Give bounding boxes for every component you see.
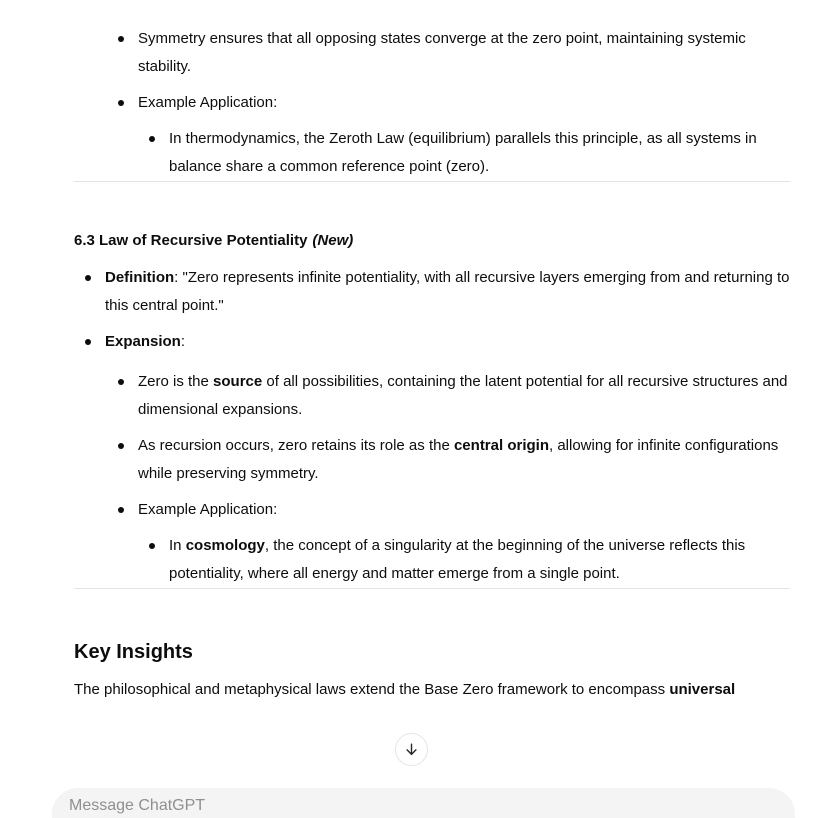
definition-text: : "Zero represents infinite potentiality, with all recursive layers emerging from and returning to this central point." (105, 269, 790, 314)
list-item (169, 125, 790, 181)
list-item-text: In thermodynamics, the Zeroth Law (equilibrium) parallels this principle, as all systems in balance share a common reference point (zero). (169, 130, 757, 175)
section-heading-new-tag: (New) (312, 232, 354, 249)
nested-bullet-list (105, 368, 790, 588)
assistant-message (74, 0, 790, 704)
section-heading-text: 6.3 Law of Recursive Potentiality (74, 232, 308, 249)
divider (74, 181, 790, 182)
list-item-text: , allowing for infinite configurations while preserving symmetry. (138, 437, 779, 482)
bold-term: central origin (453, 437, 549, 454)
list-item-text: Symmetry ensures that all opposing states converge at the zero point, maintaining systemic stability. (138, 30, 746, 75)
list-item (138, 89, 790, 181)
list-item (138, 496, 790, 588)
scroll-to-bottom-button[interactable] (395, 733, 428, 766)
message-input[interactable] (69, 794, 775, 818)
key-insights-heading: Key Insights (74, 641, 193, 663)
divider (74, 588, 790, 589)
list-item (138, 25, 790, 81)
list-item (169, 532, 790, 588)
nested-bullet-list (138, 125, 790, 181)
message-composer (52, 788, 795, 818)
nested-bullet-list (138, 532, 790, 588)
expansion-colon: : (180, 333, 186, 350)
list-item (138, 368, 790, 424)
list-item-text: Example Application: (138, 501, 278, 518)
down-arrow-icon (403, 741, 420, 758)
intro-bullet-list (74, 25, 790, 181)
law-bullet-list (74, 264, 790, 588)
list-item-text: As recursion occurs, zero retains its role as the (138, 437, 454, 454)
list-item-text: , the concept of a singularity at the beginning of the universe reflects this potentiality, where all energy and matter emerge from a single point. (169, 537, 746, 582)
list-item-text: Example Application: (138, 94, 278, 111)
list-item-text: of all possibilities, containing the latent potential for all recursive structures and dimensional expansions. (138, 373, 788, 418)
key-insights-paragraph (74, 676, 790, 704)
bold-term: universal (669, 681, 736, 698)
list-item-text: Zero is the (138, 373, 214, 390)
paragraph-text: The philosophical and metaphysical laws extend the Base Zero framework to encompass (74, 681, 670, 698)
expansion-label: Expansion (105, 333, 181, 350)
definition-label: Definition (105, 269, 175, 286)
section-heading (74, 230, 790, 252)
list-item (138, 432, 790, 488)
list-item (105, 328, 790, 588)
list-item (105, 264, 790, 320)
bold-term: source (213, 373, 263, 390)
bold-term: cosmology (185, 537, 265, 554)
list-item-text: In (169, 537, 186, 554)
